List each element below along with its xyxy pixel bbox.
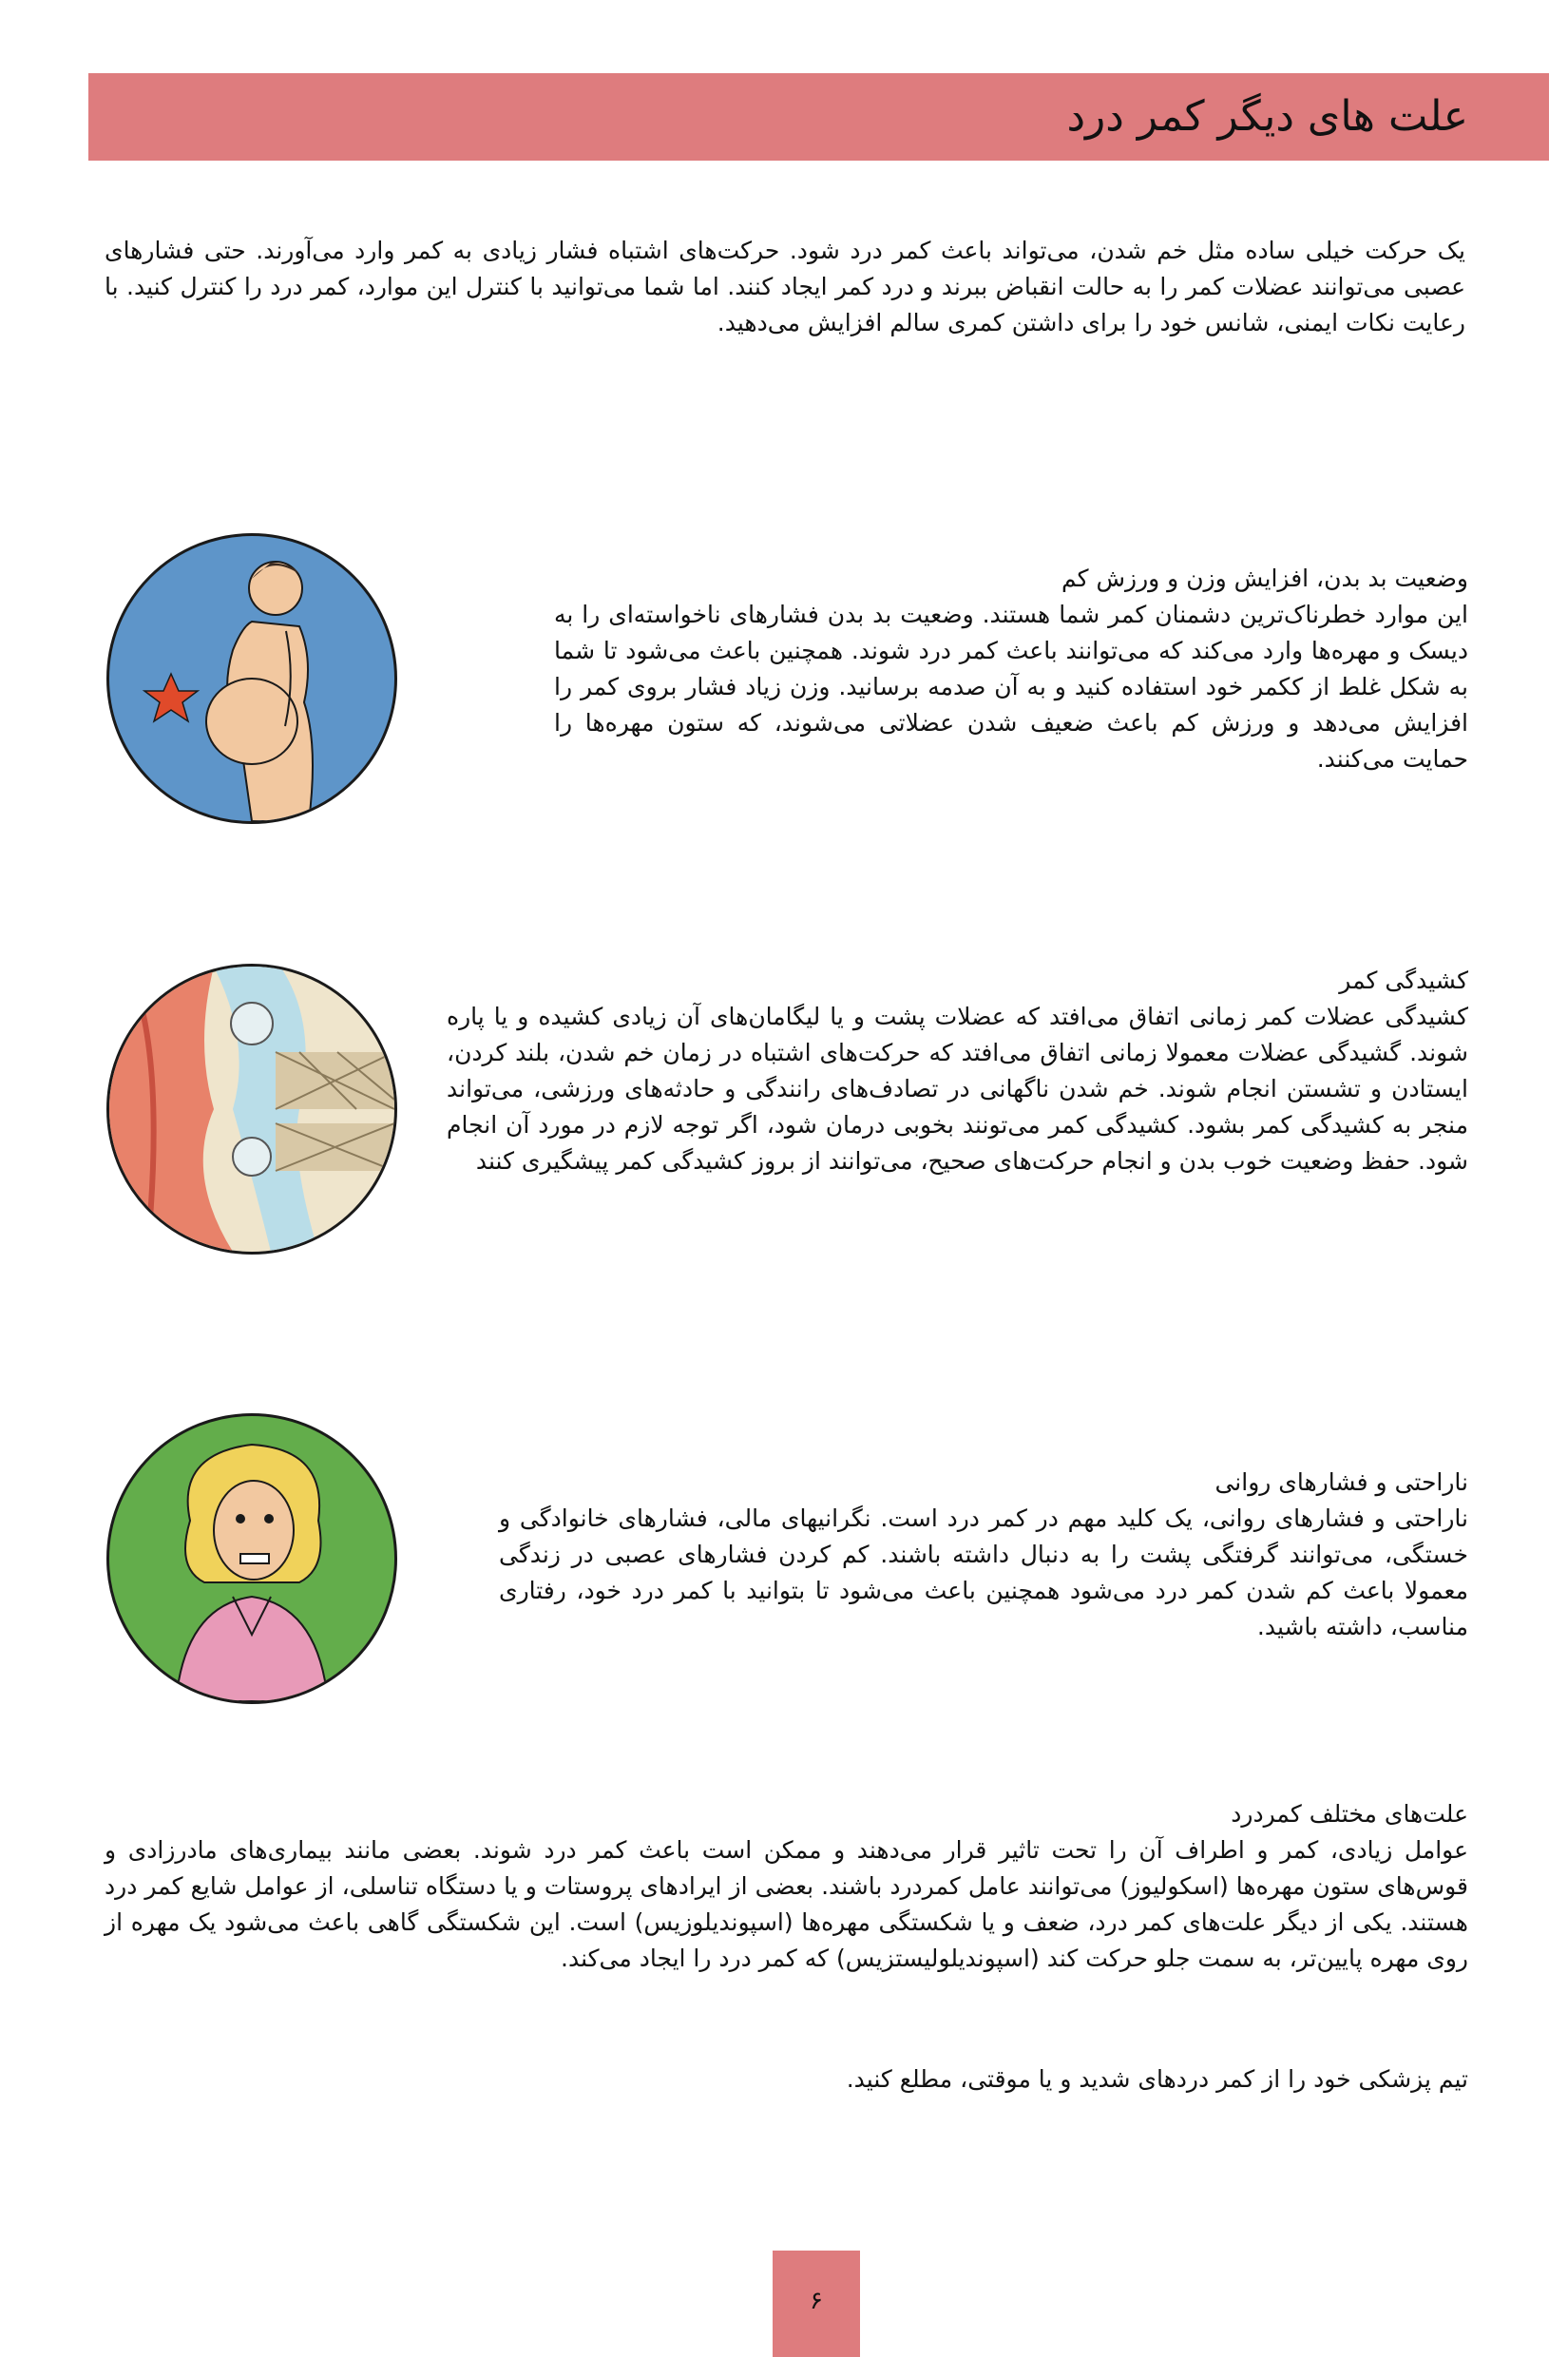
section-posture	[554, 561, 1468, 777]
section-body: ناراحتی و فشارهای روانی، یک کلید مهم در کمر درد است. نگرانیهای مالی، فشارهای خانوادگی و خستگی، می‌توانند گرفتگی پشت را به دنبال داشته باشند. کم کردن فشارهای عصبی در زندگی معمولا باعث کم شدن کمر درد می‌شود همچنین باعث می‌شود تا بتوانید با کمر درد خود، رفتاری مناسب، داشته باشید.	[499, 1504, 1468, 1640]
section-back-strain	[447, 963, 1468, 1179]
section-title: کشیدگی کمر	[1339, 967, 1468, 994]
section-body: کشیدگی عضلات کمر زمانی اتفاق می‌افتد که عضلات پشت و یا لیگامان‌های آن زیادی کشیده و یا پاره شوند. گشیدگی عضلات معمولا زمانی اتفاق می‌افتد که حرکت‌های اشتباه در زمان خم شدن، بلند کردن، ایستادن و تشستن انجام شوند. خم شدن ناگهانی در تصادف‌های رانندگی و حادثه‌های ورزشی، می‌تواند منجر به کشیدگی کمر بشود. کشیدگی کمر می‌تونند بخوبی درمان شود، اگر توجه لازم در مورد آن انجام شود. حفظ وضعیت خوب بدن و انجام حرکت‌های صحیح، می‌توانند از بروز کشیدگی کمر پیشگیری کنند	[447, 1003, 1468, 1175]
closing-note: تیم پزشکی خود را از کمر دردهای شدید و یا موقتی، مطلع کنید.	[846, 2065, 1468, 2093]
section-body: این موارد خطرناک‌ترین دشمنان کمر شما هستند. وضعیت بد بدن فشارهای ناخواسته‌ای را به دیسک و مهره‌ها وارد می‌کند که می‌توانند باعث کمر درد شوند. همچنین باعث می‌شود تا شما به شکل غلط از ککمر خود استفاده کنید و به آن صدمه برسانید. وزن زیاد فشار بروی کمر را افزایش می‌دهد و ورزش کم باعث ضعیف شدن عضلاتی می‌شوند، که ستون مهره‌ها را حمایت می‌کنند.	[554, 601, 1468, 773]
page-number: ۶	[810, 2287, 823, 2315]
stress-illustration	[106, 1413, 397, 1704]
section-body: عوامل زیادی، کمر و اطراف آن را تحت تاثیر قرار می‌دهند و ممکن است باعث کمر درد شوند. بعضی مانند بیماری‌های مادرزادی و قوس‌های ستون مهره‌ها (اسکولیوز) می‌توانند عامل کمردرد باشند. بعضی از ایرادهای پروستات و یا دستگاه تناسلی، از عوامل شایع کمر درد هستند. یکی از دیگر علت‌های کمر درد، ضعف و یا شکستگی مهره‌ها (اسپوندیلوزیس) است. این شکستگی گاهی باعث می‌شود یک مهره از روی مهره پایین‌تر، به سمت جلو حرکت کند (اسپوندیلولیستزیس) که کمر درد را ایجاد می‌کند.	[105, 1836, 1468, 1972]
section-title: ناراحتی و فشارهای روانی	[1214, 1468, 1468, 1496]
section-title: علت‌های مختلف کمردرد	[1231, 1800, 1468, 1828]
header-bar	[88, 73, 1549, 161]
back-strain-illustration	[106, 964, 397, 1255]
section-other-causes	[105, 1796, 1468, 1977]
page-number-box	[773, 2251, 860, 2357]
section-stress	[499, 1465, 1468, 1645]
intro-paragraph: یک حرکت خیلی ساده مثل خم شدن، می‌تواند باعث کمر درد شود. حرکت‌های اشتباه فشار زیادی به کمر وارد می‌آورند. حتی فشارهای عصبی می‌توانند عضلات کمر را به حالت انقباض ببرند و درد کمر ایجاد کنند. اما شما می‌توانید با کنترل این موارد، کمر درد را کنترل کنید. با رعایت نکات ایمنی، شانس خود را برای داشتن کمری سالم افزایش می‌دهید.	[105, 237, 1465, 336]
page-title: علت های دیگر کمر درد	[1066, 92, 1468, 141]
section-title: وضعیت بد بدن، افزایش وزن و ورزش کم	[1061, 565, 1468, 592]
posture-illustration	[106, 533, 397, 824]
